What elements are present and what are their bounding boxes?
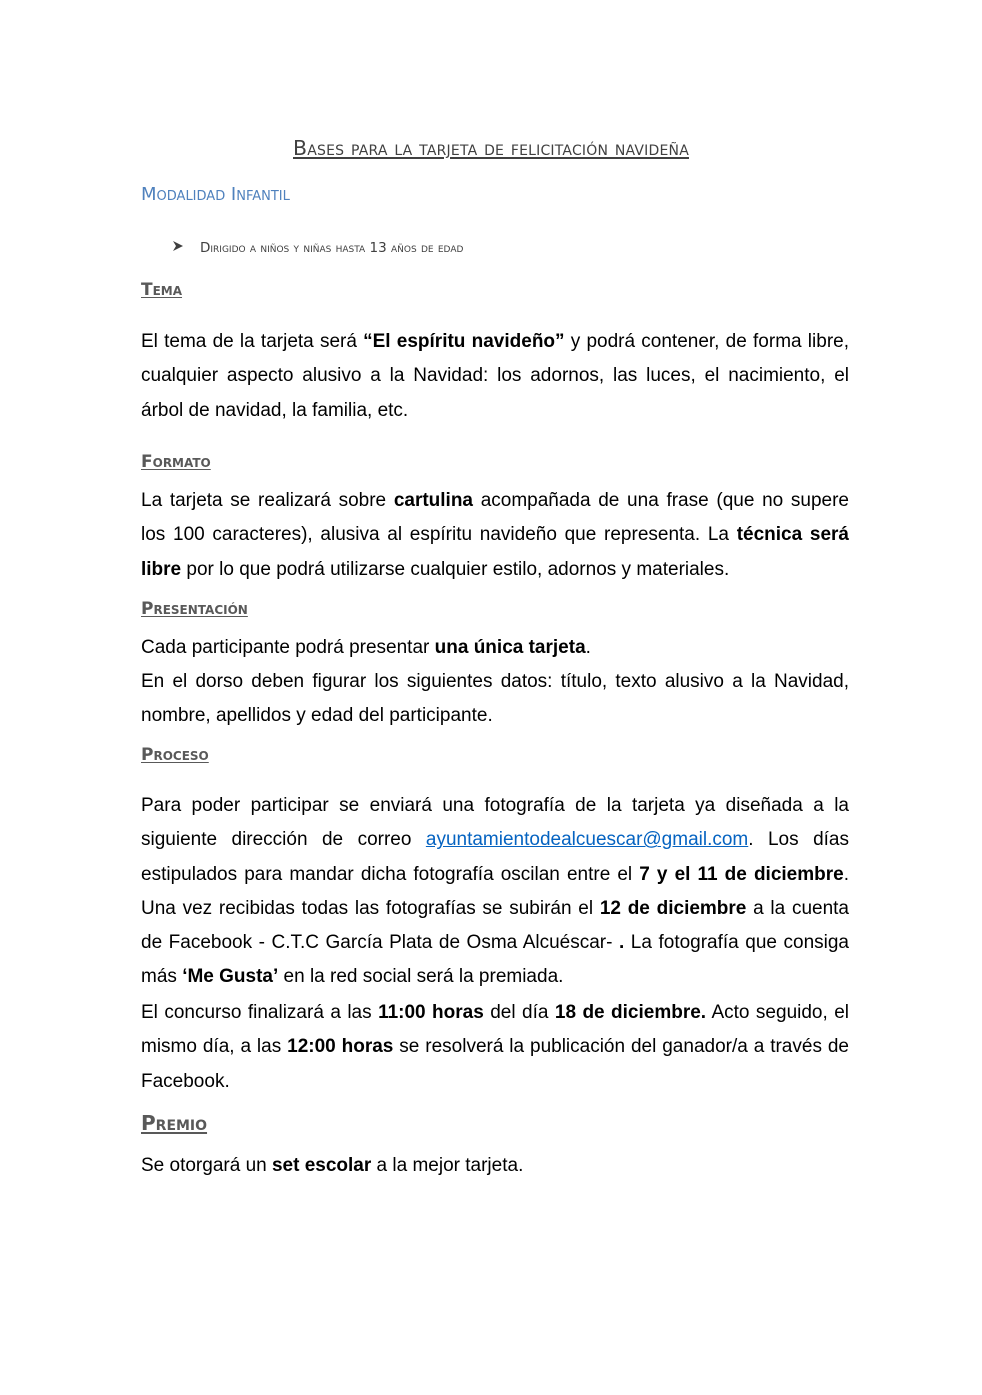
text-span: Cada participante podrá presentar bbox=[141, 637, 435, 658]
formato-paragraph bbox=[141, 484, 849, 587]
premio-paragraph bbox=[141, 1149, 849, 1183]
bold-text: 18 de diciembre. bbox=[554, 1002, 707, 1023]
presentacion-paragraph-2: En el dorso deben figurar los siguientes datos: título, texto alusivo a la Navidad, nombre, apellidos y edad del participante. bbox=[141, 671, 849, 727]
bold-text: cartulina bbox=[393, 490, 474, 511]
text-span: Para poder participar se enviará una fotografía de la tarjeta ya diseñada a la siguiente dirección de correo bbox=[141, 795, 849, 851]
bold-text: “El espíritu navideño” bbox=[363, 331, 565, 352]
section-heading-premio: Premio bbox=[141, 1111, 208, 1135]
page-title: Bases para la tarjeta de felicitación navideña bbox=[293, 136, 689, 160]
bold-text: técnica será libre bbox=[141, 524, 849, 580]
bold-text: 7 y el 11 de diciembre bbox=[639, 863, 844, 885]
text-span: del día bbox=[483, 1002, 555, 1023]
text-span: en la red social será la premiada. bbox=[278, 966, 564, 988]
proceso-paragraph-1 bbox=[141, 789, 849, 995]
text-span: a la cuenta de Facebook - C.T.C García Plata de Osma Alcuéscar- bbox=[141, 897, 849, 954]
text-span: El tema de la tarjeta será bbox=[141, 331, 364, 352]
text-span: . Los días estipulados para mandar dicha fotografía oscilan entre el bbox=[141, 829, 849, 885]
email-link[interactable]: ayuntamientodealcuescar@gmail.com bbox=[425, 829, 749, 851]
proceso-paragraph-2 bbox=[141, 996, 849, 1099]
section-heading-proceso: Proceso bbox=[141, 745, 209, 765]
text-span: Acto seguido, el mismo día, a las bbox=[141, 1002, 849, 1058]
bold-text: set escolar bbox=[271, 1155, 372, 1176]
text-span: Se otorgará un bbox=[141, 1155, 272, 1176]
section-heading-formato: Formato bbox=[141, 452, 211, 472]
text-span: acompañada de una frase (que no supere los 100 caracteres), alusiva al espíritu navideño que representa. La bbox=[141, 490, 849, 546]
text-span: La fotografía que consiga más bbox=[141, 932, 849, 988]
arrow-bullet-icon bbox=[172, 240, 200, 256]
text-span: a la mejor tarjeta. bbox=[371, 1155, 524, 1176]
bold-text: 12:00 horas bbox=[287, 1036, 394, 1058]
text-span: y podrá contener, de forma libre, cualquier aspecto alusivo a la Navidad: los adornos, las luces, el nacimiento, el árbol de navidad, la familia, etc. bbox=[141, 331, 849, 421]
tema-paragraph bbox=[141, 325, 849, 428]
presentacion-paragraph-1 bbox=[141, 631, 849, 665]
text-span: . Una vez recibidas todas las fotografías se subirán el bbox=[141, 863, 849, 919]
text-span: La tarjeta se realizará sobre bbox=[141, 490, 394, 511]
text-span: por lo que podrá utilizarse cualquier estilo, adornos y materiales. bbox=[181, 558, 730, 580]
bold-text: ‘Me Gusta’ bbox=[182, 966, 279, 988]
subtitle: Modalidad Infantil bbox=[141, 184, 290, 205]
bold-text: 11:00 horas bbox=[378, 1002, 484, 1023]
section-heading-tema: Tema bbox=[141, 280, 183, 300]
bold-text: una única tarjeta bbox=[434, 637, 586, 658]
bold-text: . bbox=[619, 932, 625, 954]
text-span: . bbox=[585, 637, 591, 658]
text-span: El concurso finalizará a las bbox=[141, 1002, 379, 1023]
bold-text: 12 de diciembre bbox=[599, 897, 747, 919]
section-heading-presentacion: Presentación bbox=[141, 599, 248, 619]
text-span: se resolverá la publicación del ganador/a a través de Facebook. bbox=[141, 1036, 849, 1092]
bullet-text: Dirigido a niños y niñas hasta 13 años de edad bbox=[200, 240, 464, 256]
bullet-item bbox=[172, 240, 463, 256]
